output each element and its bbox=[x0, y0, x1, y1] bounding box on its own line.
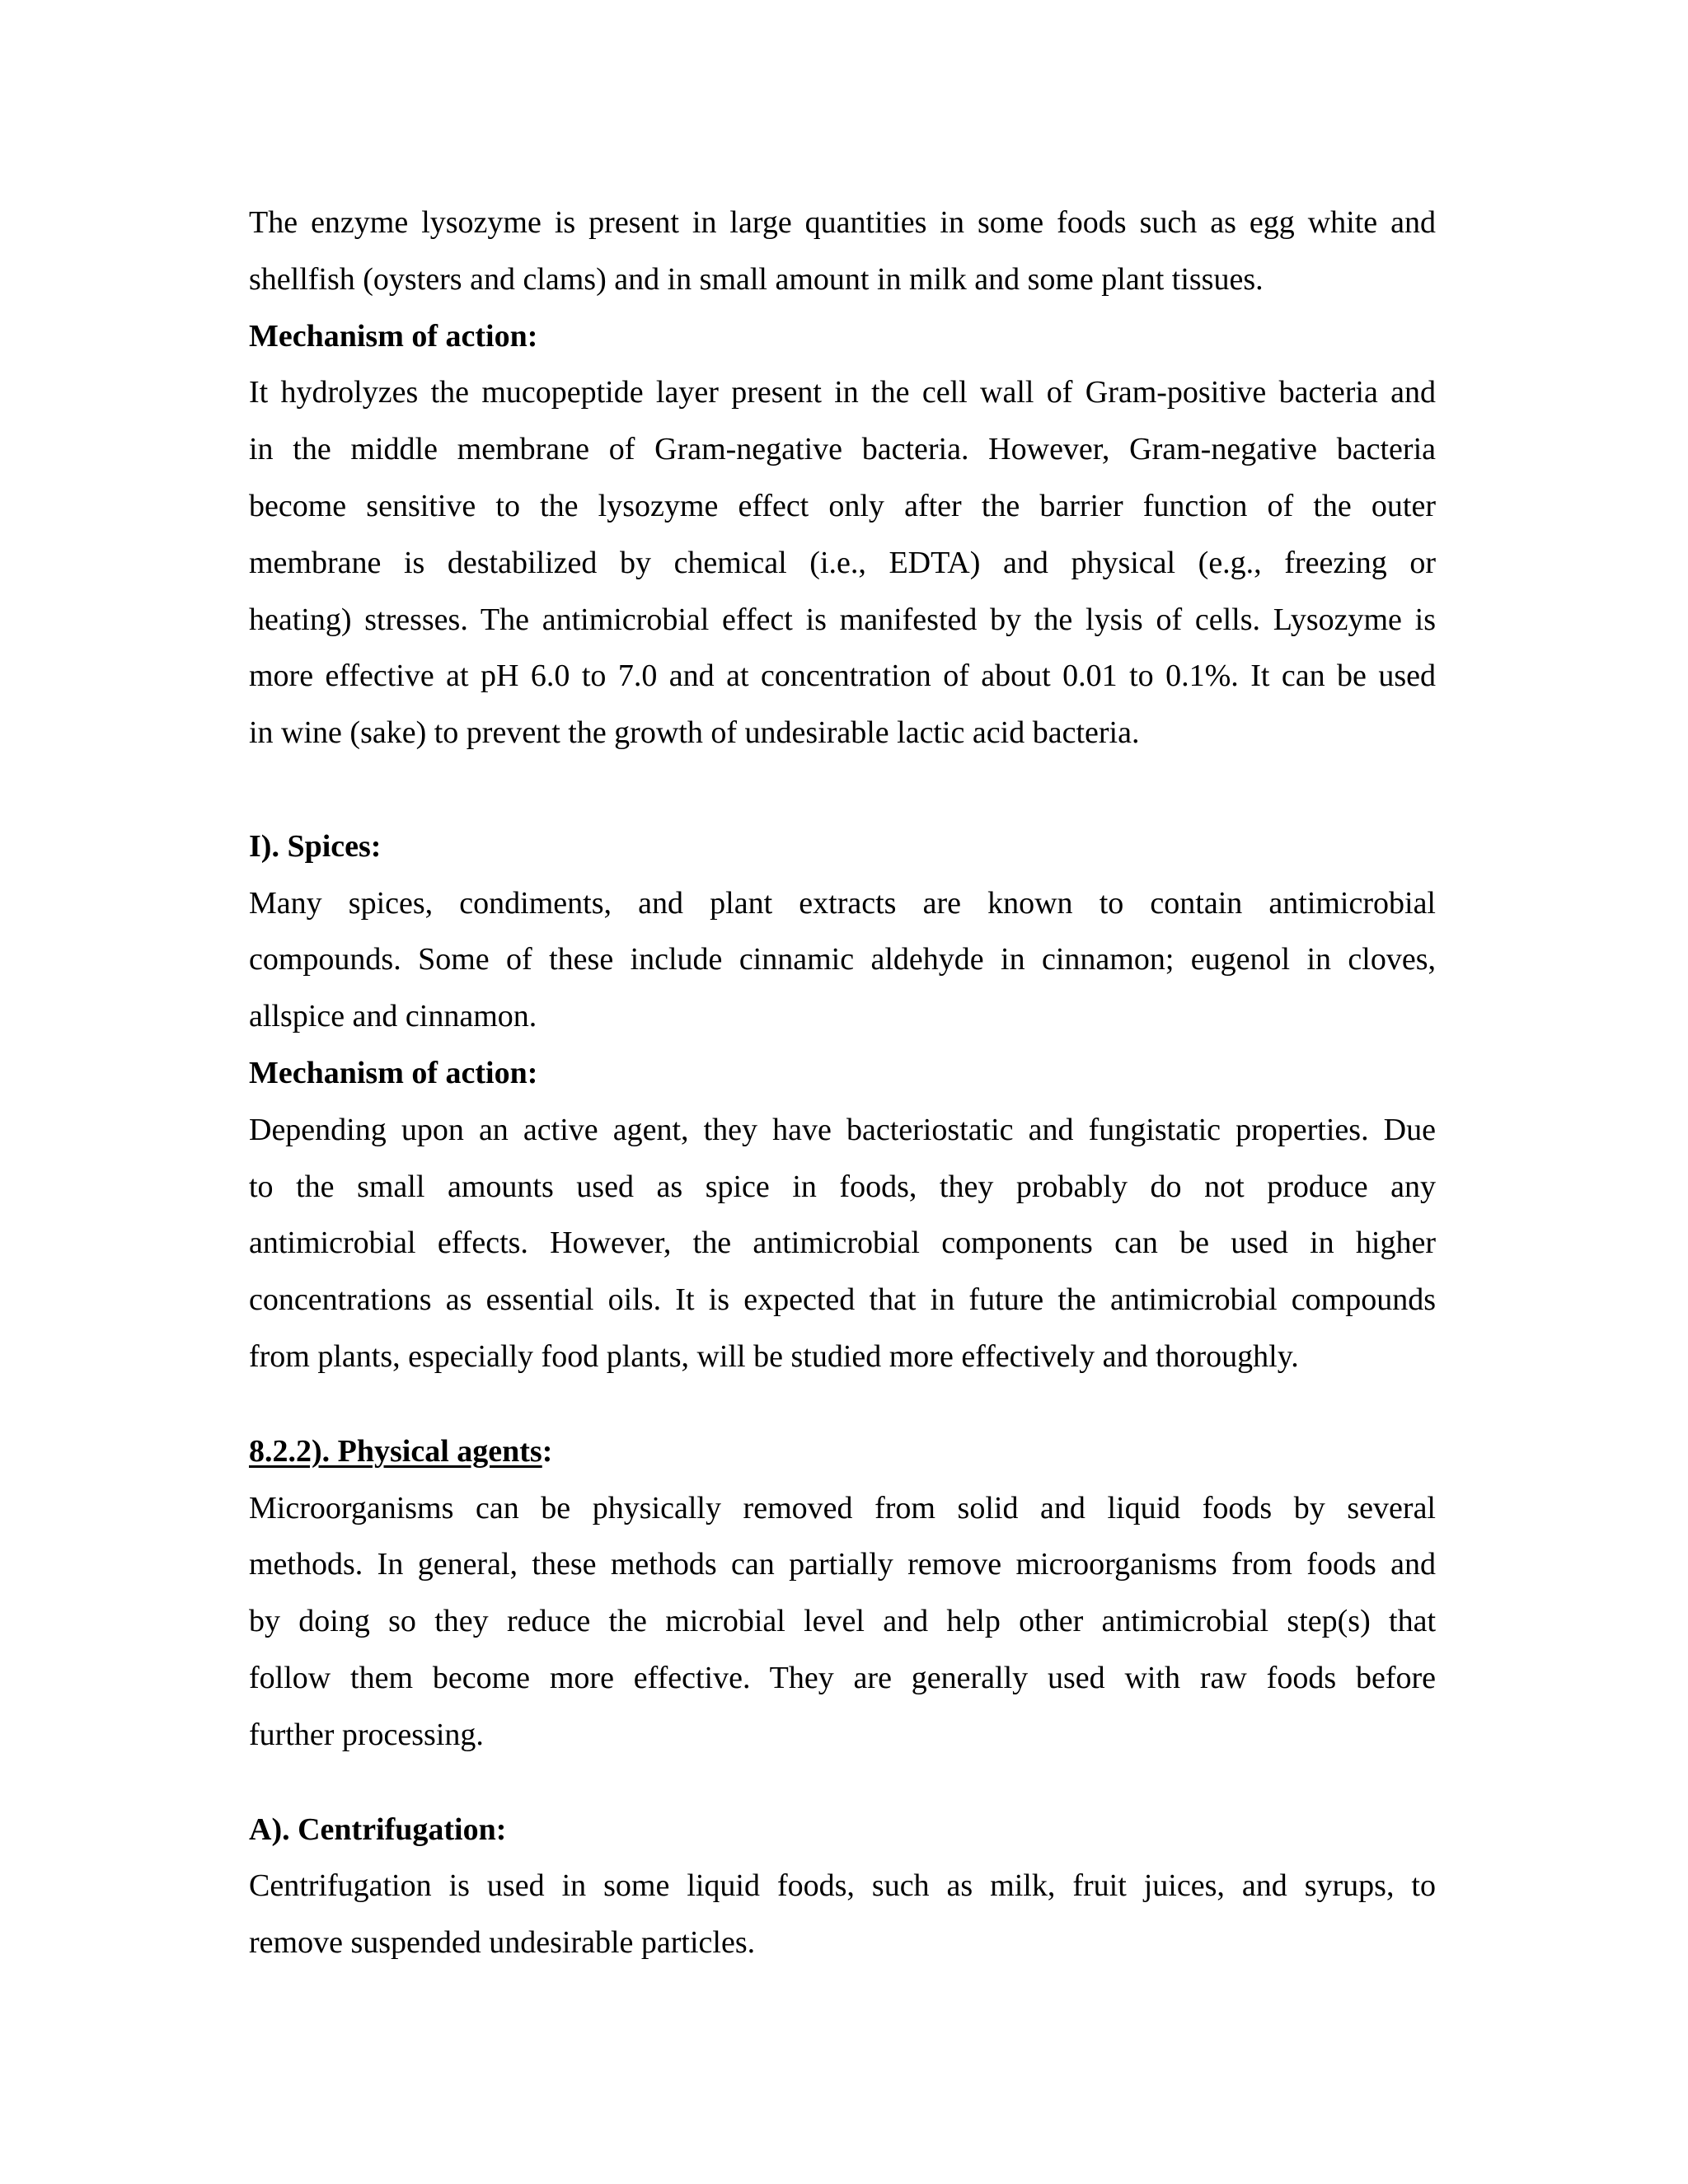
paragraph-line: remove suspended undesirable particles. bbox=[249, 1925, 756, 1961]
spices-heading: I). Spices: bbox=[249, 828, 382, 864]
paragraph-line: more effective at pH 6.0 to 7.0 and at concentration of about 0.01 to 0.1%. It can be used bbox=[249, 658, 1436, 694]
section-spacer bbox=[249, 1385, 1436, 1423]
paragraph-line: by doing so they reduce the microbial level and help other antimicrobial step(s) that bbox=[249, 1604, 1436, 1639]
paragraph-line: Centrifugation is used in some liquid foods, such as milk, fruit juices, and syrups, to bbox=[249, 1868, 1436, 1904]
paragraph-line: further processing. bbox=[249, 1717, 484, 1752]
physical-agents-paragraph bbox=[249, 1480, 1436, 1764]
centrifugation-paragraph bbox=[249, 1858, 1436, 1971]
document-page bbox=[249, 194, 1436, 1971]
lysozyme-mechanism-paragraph bbox=[249, 364, 1436, 762]
paragraph-line: in wine (sake) to prevent the growth of undesirable lactic acid bacteria. bbox=[249, 715, 1140, 751]
paragraph-line: allspice and cinnamon. bbox=[249, 999, 537, 1034]
spices-mechanism-heading: Mechanism of action: bbox=[249, 1055, 538, 1090]
lysozyme-intro-paragraph bbox=[249, 194, 1436, 308]
section-spacer bbox=[249, 1764, 1436, 1802]
physical-agents-heading bbox=[249, 1423, 1436, 1480]
paragraph-line: follow them become more effective. They are generally used with raw foods before bbox=[249, 1660, 1436, 1695]
paragraph-line: Many spices, condiments, and plant extracts are known to contain antimicrobial bbox=[249, 885, 1436, 921]
paragraph-line: antimicrobial effects. However, the antimicrobial components can be used in higher bbox=[249, 1226, 1436, 1261]
paragraph-line: concentrations as essential oils. It is expected that in future the antimicrobial compounds bbox=[249, 1282, 1436, 1318]
spices-intro-paragraph bbox=[249, 875, 1436, 1045]
paragraph-line: to the small amounts used as spice in foods, they probably do not produce any bbox=[249, 1169, 1436, 1204]
paragraph-line: from plants, especially food plants, will be studied more effectively and thoroughly. bbox=[249, 1338, 1299, 1374]
paragraph-line: compounds. Some of these include cinnamic aldehyde in cinnamon; eugenol in cloves, bbox=[249, 942, 1436, 977]
centrifugation-heading: A). Centrifugation: bbox=[249, 1811, 507, 1847]
paragraph-line: Depending upon an active agent, they have bacteriostatic and fungistatic properties. Due bbox=[249, 1112, 1436, 1147]
spices-mechanism-paragraph bbox=[249, 1102, 1436, 1385]
paragraph-line: shellfish (oysters and clams) and in small amount in milk and some plant tissues. bbox=[249, 261, 1264, 297]
physical-agents-heading-underlined: 8.2.2). Physical agents bbox=[249, 1433, 542, 1469]
paragraph-line: methods. In general, these methods can partially remove microorganisms from foods and bbox=[249, 1547, 1436, 1582]
physical-agents-heading-colon: : bbox=[542, 1433, 553, 1469]
paragraph-line: in the middle membrane of Gram-negative bacteria. However, Gram-negative bacteria bbox=[249, 432, 1436, 467]
paragraph-line: The enzyme lysozyme is present in large quantities in some foods such as egg white and bbox=[249, 205, 1436, 240]
paragraph-line: heating) stresses. The antimicrobial effect is manifested by the lysis of cells. Lysozyme is bbox=[249, 602, 1436, 637]
paragraph-line: membrane is destabilized by chemical (i.e., EDTA) and physical (e.g., freezing or bbox=[249, 545, 1436, 580]
paragraph-line: Microorganisms can be physically removed from solid and liquid foods by several bbox=[249, 1490, 1436, 1526]
lysozyme-mechanism-heading: Mechanism of action: bbox=[249, 318, 538, 354]
paragraph-line: become sensitive to the lysozyme effect only after the barrier function of the outer bbox=[249, 488, 1436, 523]
section-spacer bbox=[249, 762, 1436, 818]
paragraph-line: It hydrolyzes the mucopeptide layer present in the cell wall of Gram-positive bacteria and bbox=[249, 375, 1436, 410]
